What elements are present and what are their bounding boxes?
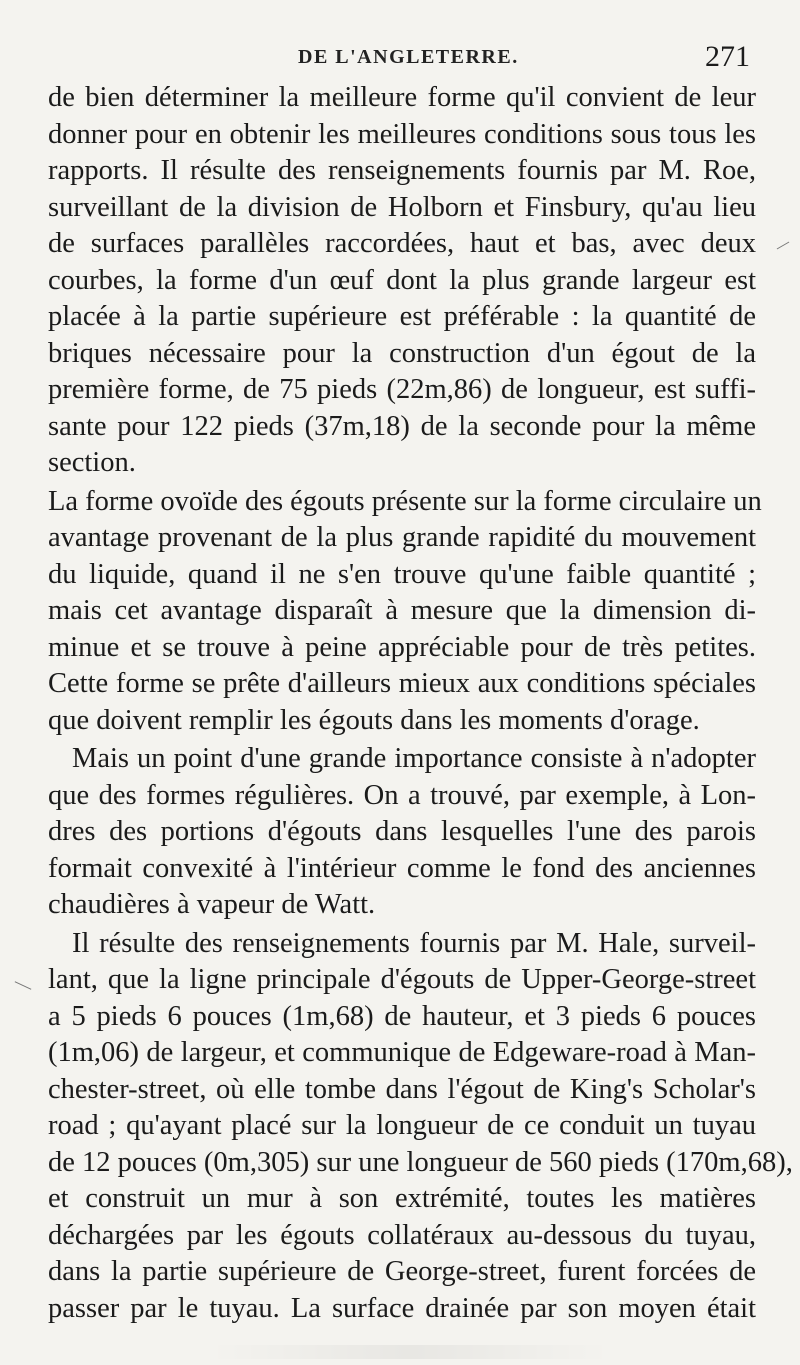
text-line: avantage provenant de la plus grande rapidité du mouvement bbox=[48, 522, 756, 553]
text-line: (1m,06) de largeur, et communique de Edgeware-road à Man- bbox=[48, 1037, 756, 1068]
text-line: première forme, de 75 pieds (22m,86) de longueur, est suffi- bbox=[48, 374, 756, 405]
text-line: Cette forme se prête d'ailleurs mieux aux conditions spéciales bbox=[48, 668, 756, 699]
paragraph-2 bbox=[48, 484, 762, 740]
text-line: minue et se trouve à peine appréciable pour de très petites. bbox=[48, 631, 756, 663]
text-line: que doivent remplir les égouts dans les moments d'orage. bbox=[48, 704, 700, 736]
text-line: Mais un point d'une grande importance consiste à n'adopter bbox=[72, 743, 756, 774]
text-line: déchargées par les égouts collatéraux au-dessous du tuyau, bbox=[48, 1219, 756, 1251]
page-number: 271 bbox=[705, 40, 750, 73]
page-header bbox=[0, 38, 800, 78]
text-line: donner pour en obtenir les meilleures conditions sous tous les bbox=[48, 118, 756, 150]
margin-pencil-mark bbox=[777, 242, 790, 250]
text-line: du liquide, quand il ne s'en trouve qu'une faible quantité ; bbox=[48, 558, 756, 590]
text-line: de surfaces parallèles raccordées, haut et bas, avec deux bbox=[48, 228, 756, 259]
text-line: rapports. Il résulte des renseignements fournis par M. Roe, bbox=[48, 155, 756, 186]
text-line: de 12 pouces (0m,305) sur une longueur de 560 pieds (170m,68), bbox=[48, 1146, 793, 1178]
text-line: sante pour 122 pieds (37m,18) de la seconde pour la même bbox=[48, 410, 756, 442]
text-line: dans la partie supérieure de George-street, furent forcées de bbox=[48, 1256, 756, 1287]
text-line: surveillant de la division de Holborn et Finsbury, qu'au lieu bbox=[48, 191, 756, 223]
text-line: Il résulte des renseignements fournis par M. Hale, surveil- bbox=[72, 927, 756, 959]
margin-pencil-mark bbox=[15, 981, 32, 990]
paragraph-4 bbox=[48, 926, 793, 1328]
text-line: chester-street, où elle tombe dans l'égout de King's Scholar's bbox=[48, 1073, 756, 1105]
text-line: dres des portions d'égouts dans lesquelles l'une des parois bbox=[48, 816, 756, 847]
text-line: de bien déterminer la meilleure forme qu'il convient de leur bbox=[48, 82, 756, 113]
text-line: section. bbox=[48, 447, 136, 478]
text-line: courbes, la forme d'un œuf dont la plus grande largeur est bbox=[48, 264, 756, 296]
paragraph-1 bbox=[48, 80, 756, 482]
running-head: DE L'ANGLETERRE. bbox=[298, 46, 519, 68]
text-line: a 5 pieds 6 pouces (1m,68) de hauteur, et 3 pieds 6 pouces bbox=[48, 1000, 756, 1032]
text-line: et construit un mur à son extrémité, toutes les matières bbox=[48, 1183, 756, 1214]
text-line: mais cet avantage disparaît à mesure que la dimension di- bbox=[48, 595, 756, 626]
text-line: lant, que la ligne principale d'égouts de Upper-George-street bbox=[48, 964, 756, 995]
text-line: La forme ovoïde des égouts présente sur la forme circulaire un bbox=[48, 485, 762, 517]
page-footer-shadow bbox=[210, 1345, 610, 1359]
body-text bbox=[48, 80, 793, 1327]
text-line: briques nécessaire pour la construction d'un égout de la bbox=[48, 337, 756, 369]
text-line: que des formes régulières. On a trouvé, par exemple, à Lon- bbox=[48, 779, 756, 811]
paragraph-3 bbox=[48, 741, 756, 924]
text-line: placée à la partie supérieure est préférable : la quantité de bbox=[48, 301, 756, 332]
text-line: chaudières à vapeur de Watt. bbox=[48, 889, 376, 920]
text-line: passer par le tuyau. La surface drainée par son moyen était bbox=[48, 1292, 756, 1324]
text-line: formait convexité à l'intérieur comme le fond des anciennes bbox=[48, 852, 756, 884]
text-line: road ; qu'ayant placé sur la longueur de ce conduit un tuyau bbox=[48, 1110, 756, 1141]
